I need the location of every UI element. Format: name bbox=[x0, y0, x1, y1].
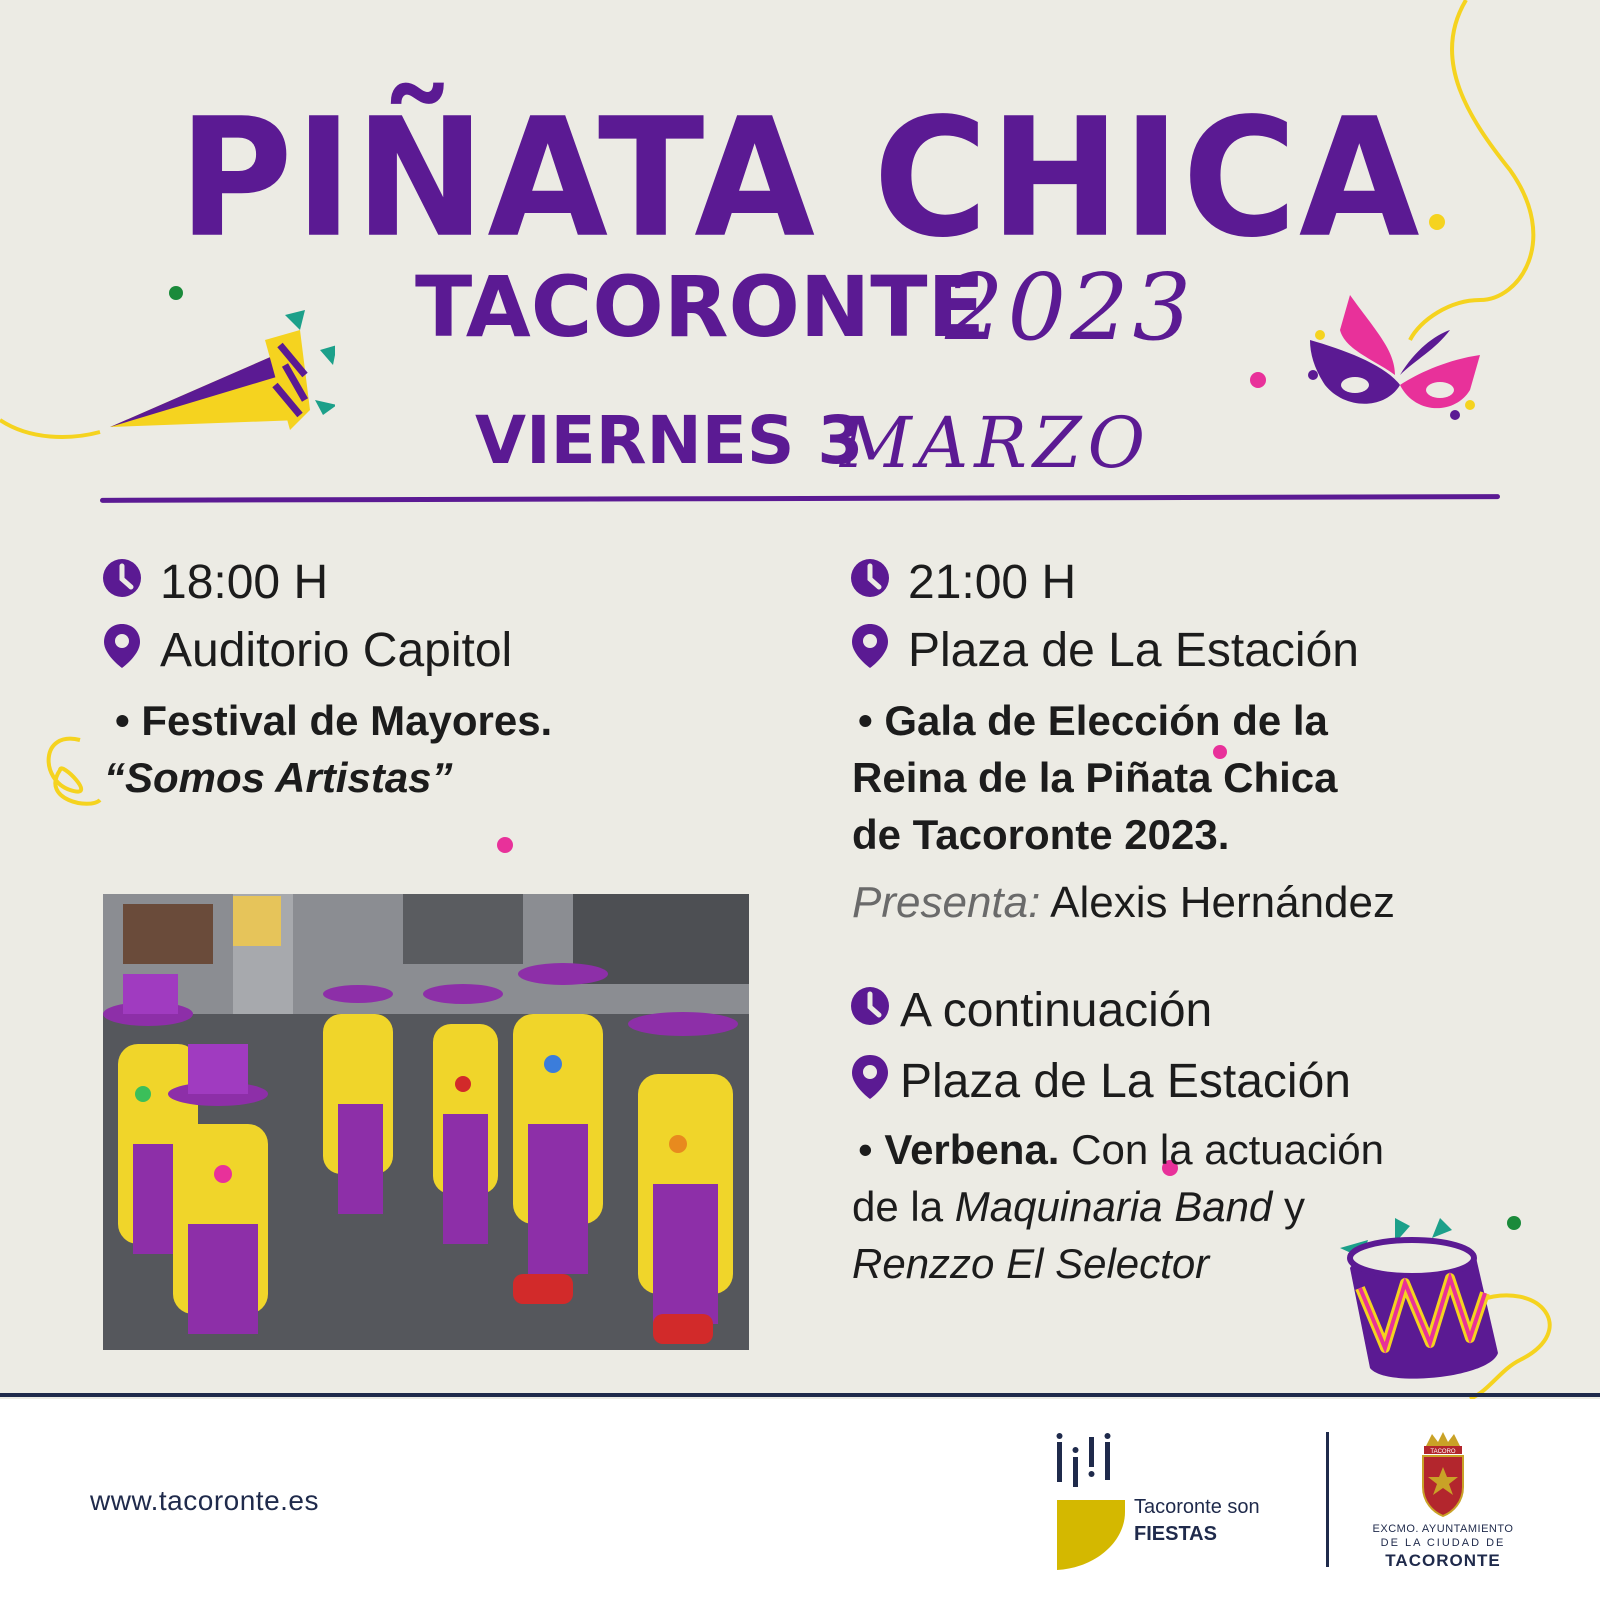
gala-title-line-3: de Tacoronte 2023. bbox=[852, 811, 1230, 858]
right-place-row-2 bbox=[850, 1053, 1351, 1110]
main-title: PIÑATA CHICA bbox=[178, 82, 1422, 274]
presenter-label: Presenta: bbox=[852, 878, 1041, 927]
verbena-line-1 bbox=[858, 1122, 1384, 1178]
coat-of-arms-icon bbox=[1418, 1432, 1468, 1517]
event-month: MARZO bbox=[840, 402, 1151, 484]
right-time-row-1 bbox=[850, 555, 1077, 609]
year-title: 2023 bbox=[945, 254, 1196, 361]
town-title: TACORONTE bbox=[415, 258, 985, 356]
footer-separator bbox=[1326, 1432, 1329, 1567]
location-pin-icon bbox=[102, 622, 142, 679]
location-pin-icon bbox=[850, 622, 890, 679]
verbena-line-2 bbox=[852, 1179, 1305, 1235]
left-place-row bbox=[102, 622, 512, 679]
brand-line-1: Tacoronte son bbox=[1134, 1496, 1260, 1518]
bullet: • bbox=[115, 697, 142, 744]
left-event-title bbox=[115, 693, 552, 749]
footer-divider bbox=[0, 1393, 1600, 1397]
gala-title-line-1 bbox=[858, 693, 1328, 749]
verbena-title: Verbena. bbox=[884, 1126, 1060, 1173]
party-horn-icon bbox=[105, 305, 335, 445]
verbena-text-1: Con la actuación bbox=[1071, 1126, 1385, 1173]
event-day: VIERNES 3 bbox=[475, 402, 864, 479]
band-2: Renzzo El Selector bbox=[852, 1240, 1210, 1287]
bullet: • bbox=[858, 697, 885, 744]
gala-title-line-1-text: Gala de Elección de la bbox=[884, 697, 1328, 744]
clock-icon bbox=[850, 986, 890, 1035]
left-time-text: 18:00 H bbox=[160, 555, 329, 609]
presenter-line bbox=[852, 875, 1395, 931]
website-link[interactable]: www.tacoronte.es bbox=[90, 1485, 319, 1516]
clock-icon bbox=[850, 558, 890, 607]
location-pin-icon bbox=[850, 1053, 890, 1110]
presenter-name: Alexis Hernández bbox=[1050, 878, 1395, 927]
council-line-2: DE LA CIUDAD DE bbox=[1380, 1537, 1506, 1549]
right-place-row-1 bbox=[850, 622, 1359, 679]
right-time-text-1: 21:00 H bbox=[908, 555, 1077, 609]
bullet: • bbox=[858, 1126, 885, 1173]
council-line-1: EXCMO. AYUNTAMIENTO bbox=[1372, 1523, 1514, 1535]
left-time-row bbox=[102, 555, 329, 609]
brand-line-2: FIESTAS bbox=[1134, 1523, 1217, 1545]
carnival-parade-photo bbox=[103, 894, 749, 1350]
right-place-text-2: Plaza de La Estación bbox=[900, 1054, 1351, 1108]
verbena-text-2: de la bbox=[852, 1183, 944, 1230]
right-time-text-2: A continuación bbox=[900, 983, 1213, 1037]
right-place-text-1: Plaza de La Estación bbox=[908, 623, 1359, 677]
right-time-row-2 bbox=[850, 983, 1213, 1037]
drum-icon bbox=[1340, 1218, 1515, 1393]
left-event-title-text: Festival de Mayores. bbox=[141, 697, 553, 744]
verbena-text-3: y bbox=[1283, 1183, 1305, 1230]
band-1: Maquinaria Band bbox=[954, 1183, 1273, 1230]
left-event-subtitle: “Somos Artistas” bbox=[104, 754, 453, 801]
gala-title-line-2: Reina de la Piñata Chica bbox=[852, 754, 1338, 801]
crest-text: TACORO bbox=[1430, 1449, 1456, 1455]
council-line-3: TACORONTE bbox=[1385, 1551, 1501, 1570]
carnival-mask-icon bbox=[1305, 290, 1485, 430]
left-place-text: Auditorio Capitol bbox=[160, 623, 513, 677]
clock-icon bbox=[102, 558, 142, 607]
tacoronte-fiestas-logo-icon bbox=[1055, 1432, 1130, 1572]
